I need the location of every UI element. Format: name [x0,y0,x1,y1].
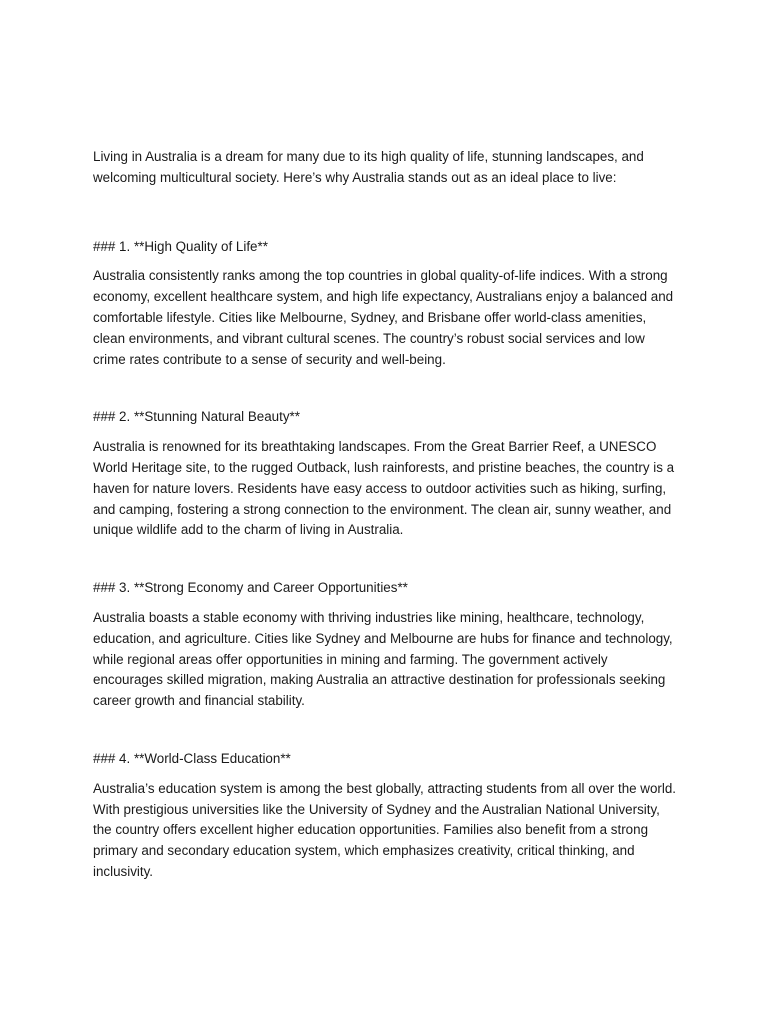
section-paragraph: Australia’s education system is among the best globally, attracting students from all over the world. With prestigious universities like the University of Sydney and the Australian National University, the country offers excellent higher education opportunities. Families also benefit from a strong primary and secondary education system, which emphasizes creativity, critical thinking, and inclusivity. [93,780,677,879]
section-paragraph: Australia consistently ranks among the top countries in global quality-of-life indices. With a strong economy, excellent healthcare system, and high life expectancy, Australians enjoy a balanced and comfortable lifestyle. Cities like Melbourne, Sydney, and Brisbane offer world-class amenities, clean environments, and vibrant cultural scenes. The country’s robust social services and low crime rates contribute to a sense of security and well-being. [93,268,674,367]
section-education [93,749,677,883]
section-heading: ### 3. **Strong Economy and Career Opportunities** [93,580,408,596]
section-heading: ### 2. **Stunning Natural Beauty** [93,409,300,425]
section-high-quality-of-life [93,237,677,371]
section-economy-careers [93,578,677,712]
intro-paragraph: Living in Australia is a dream for many due to its high quality of life, stunning landscapes, and welcoming multicultural society. Here’s why Australia stands out as an ideal place to live: [93,149,644,185]
section-paragraph: Australia boasts a stable economy with thriving industries like mining, healthcare, technology, education, and agriculture. Cities like Sydney and Melbourne are hubs for finance and technology, while regional areas offer opportunities in mining and farming. The government actively encourages skilled migration, making Australia an attractive destination for professionals seeking career growth and financial stability. [93,609,673,709]
section-heading: ### 4. **World-Class Education** [93,750,291,766]
section-paragraph: Australia is renowned for its breathtaking landscapes. From the Great Barrier Reef, a UNESCO World Heritage site, to the rugged Outback, lush rainforests, and pristine beaches, the country is a haven for nature lovers. Residents have easy access to outdoor activities such as hiking, surfing, and camping, fostering a strong connection to the environment. The clean air, sunny weather, and unique wildlife add to the charm of living in Australia. [93,439,675,538]
document-body [93,147,677,920]
section-natural-beauty [93,407,677,541]
section-heading: ### 1. **High Quality of Life** [93,238,268,254]
